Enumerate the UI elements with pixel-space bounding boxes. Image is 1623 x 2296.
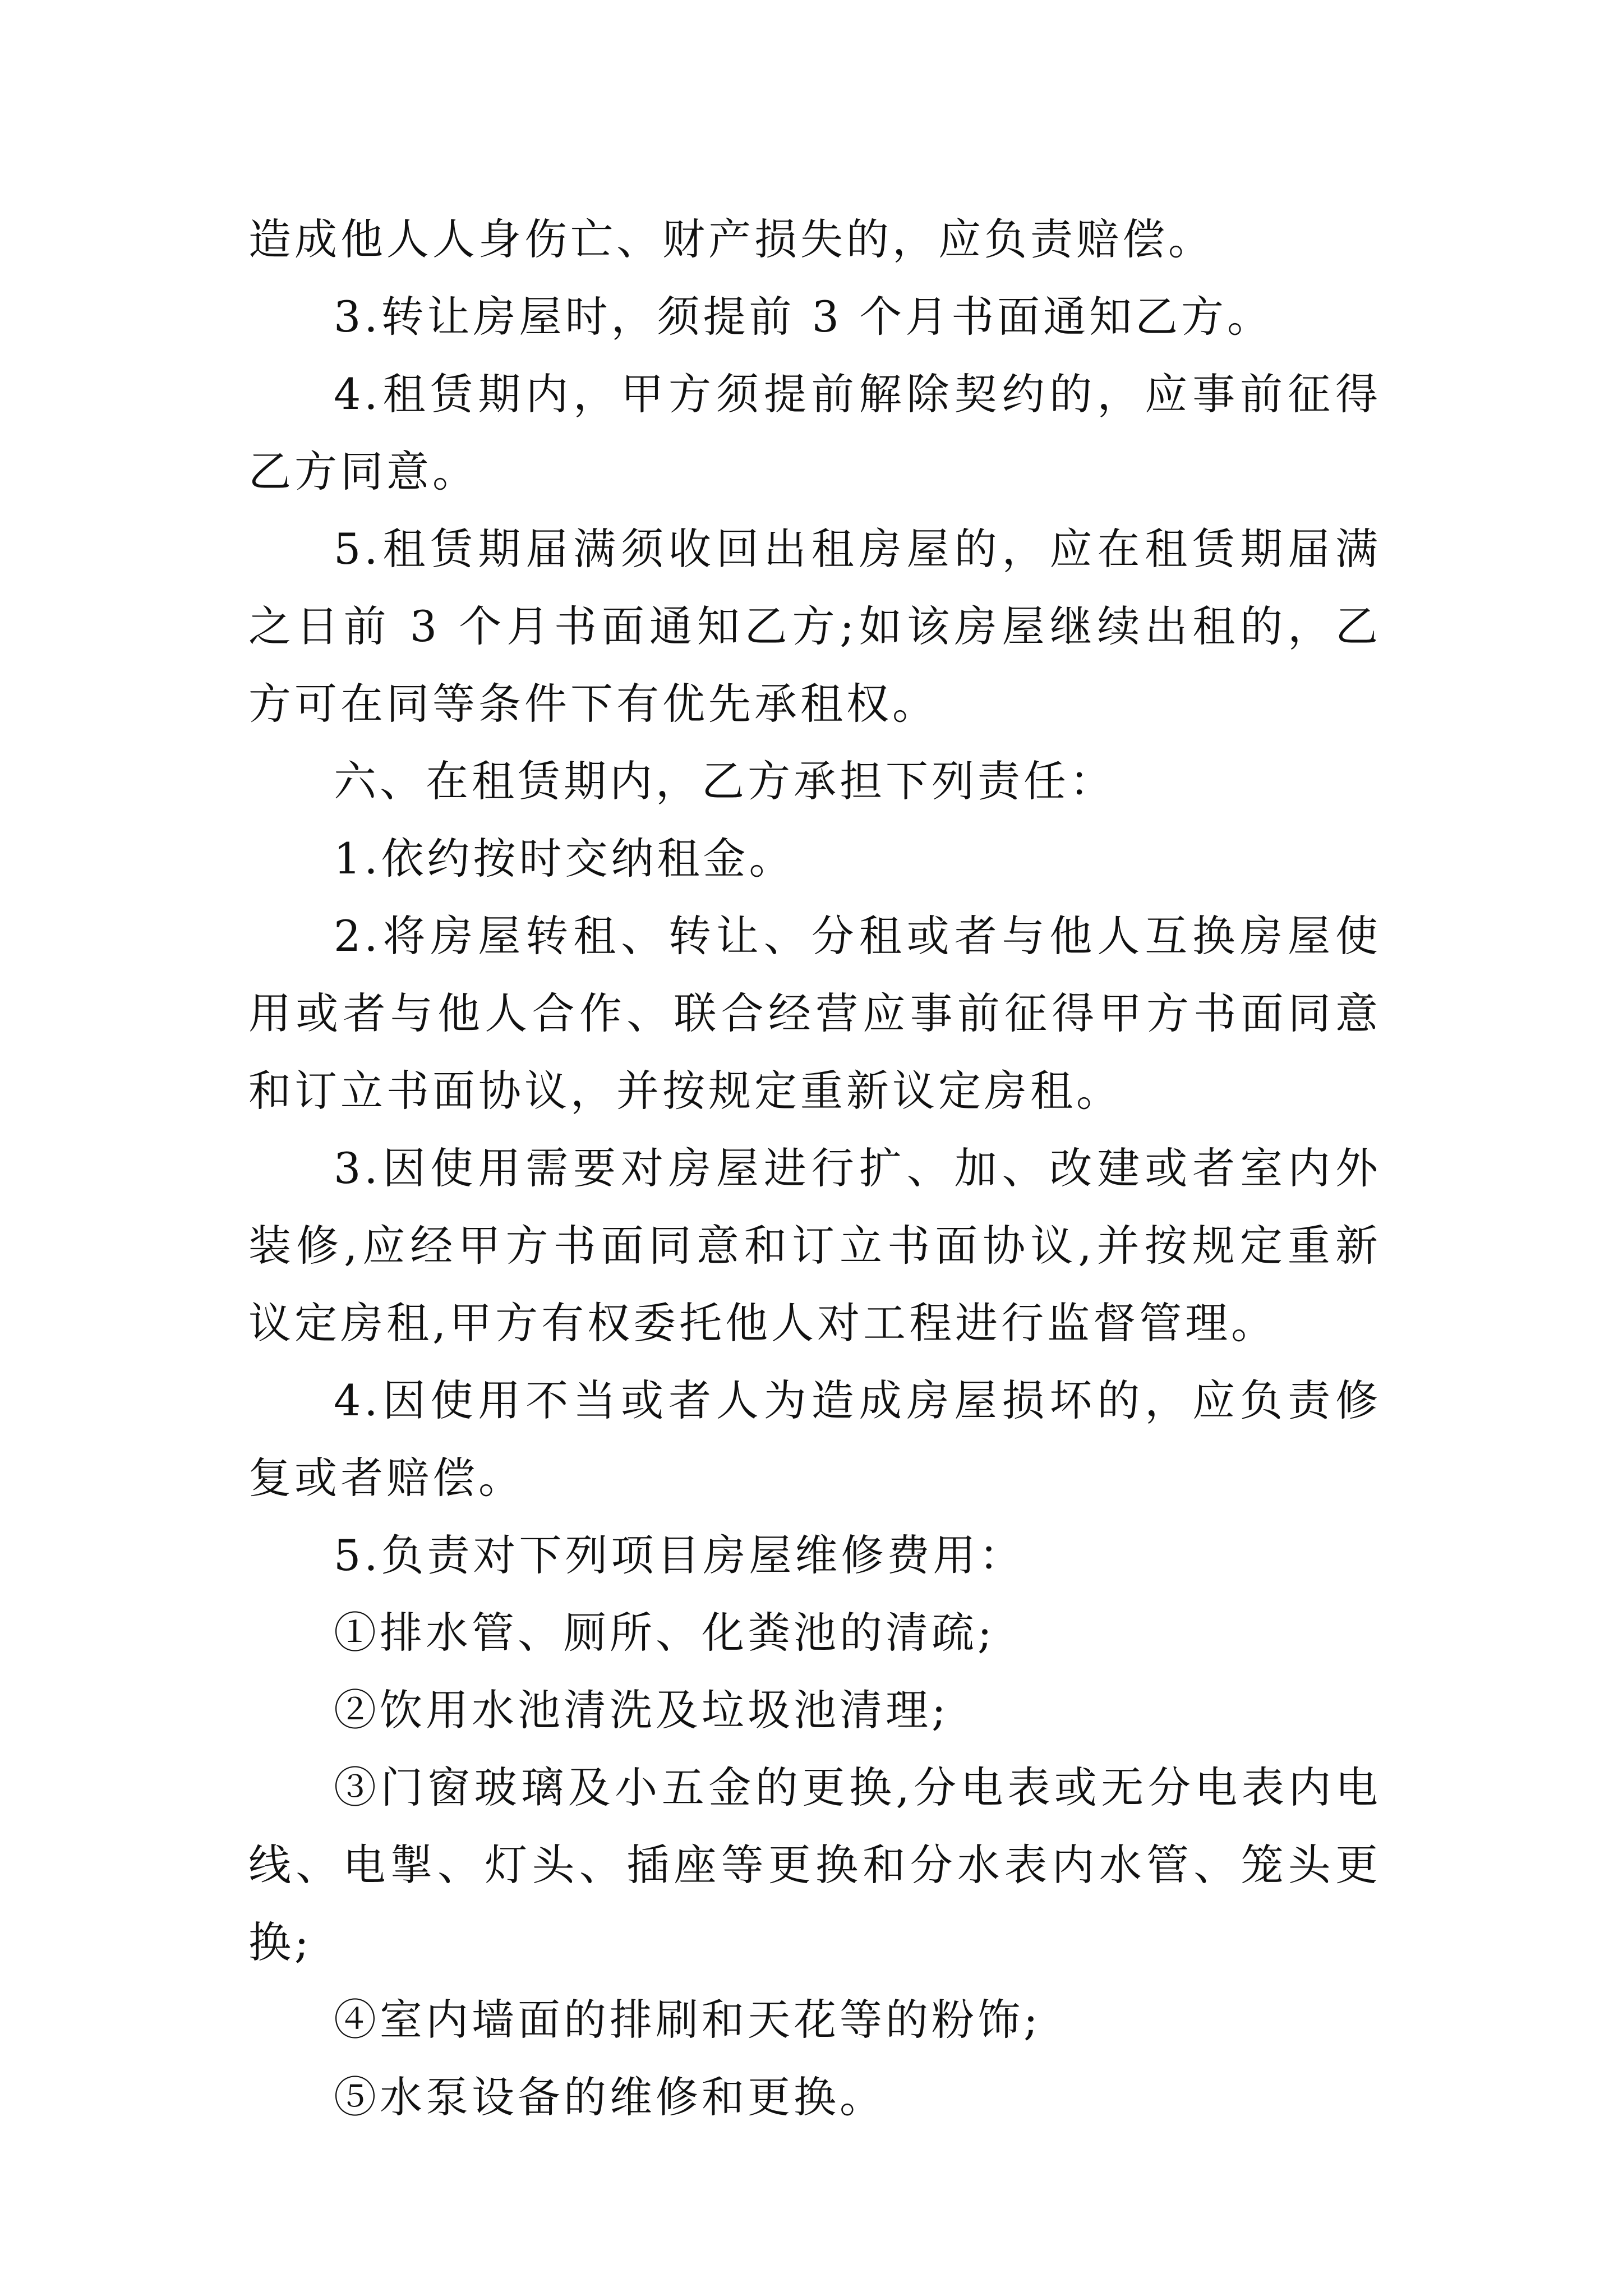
list-item-1: ①排水管、厕所、化粪池的清疏; [334,1608,995,1658]
paragraph-8: 3.因使用需要对房屋进行扩、加、改建或者室内外装修,应经甲方书面同意和订立书面协议,并按规定重新议定房租,甲方有权委托他人对工程进行监督管理。 [248,1143,1381,1348]
paragraph-2: 3.转让房屋时，须提前 3 个月书面通知乙方。 [334,292,1274,342]
paragraph-3: 4.租赁期内，甲方须提前解除契约的，应事前征得乙方同意。 [248,369,1381,496]
section-heading-6: 六、在租赁期内，乙方承担下列责任： [334,756,1115,806]
list-item-4: ④室内墙面的排刷和天花等的粉饰; [334,1995,1041,2045]
paragraph-1: 造成他人人身伤亡、财产损失的，应负责赔偿。 [248,214,1214,264]
paragraph-4: 5.租赁期届满须收回出租房屋的，应在租赁期届满之日前 3 个月书面通知乙方;如该房屋继续出租的，乙方可在同等条件下有优先承租权。 [248,524,1381,729]
paragraph-6: 1.依约按时交纳租金。 [334,834,795,884]
paragraph-9: 4.因使用不当或者人为造成房屋损坏的，应负责修复或者赔偿。 [248,1375,1381,1503]
document-body [248,201,1381,2136]
list-item-5: ⑤水泵设备的维修和更换。 [334,2072,886,2122]
list-item-3: ③门窗玻璃及小五金的更换,分电表或无分电表内电线、电掣、灯头、插座等更换和分水表内水管、笼头更换; [248,1763,1381,1967]
paragraph-10: 5.负责对下列项目房屋维修费用： [334,1530,1025,1580]
list-item-2: ②饮用水池清洗及垃圾池清理; [334,1685,949,1735]
paragraph-7: 2.将房屋转租、转让、分租或者与他人互换房屋使用或者与他人合作、联合经营应事前征得甲方书面同意和订立书面协议，并按规定重新议定房租。 [248,911,1381,1116]
